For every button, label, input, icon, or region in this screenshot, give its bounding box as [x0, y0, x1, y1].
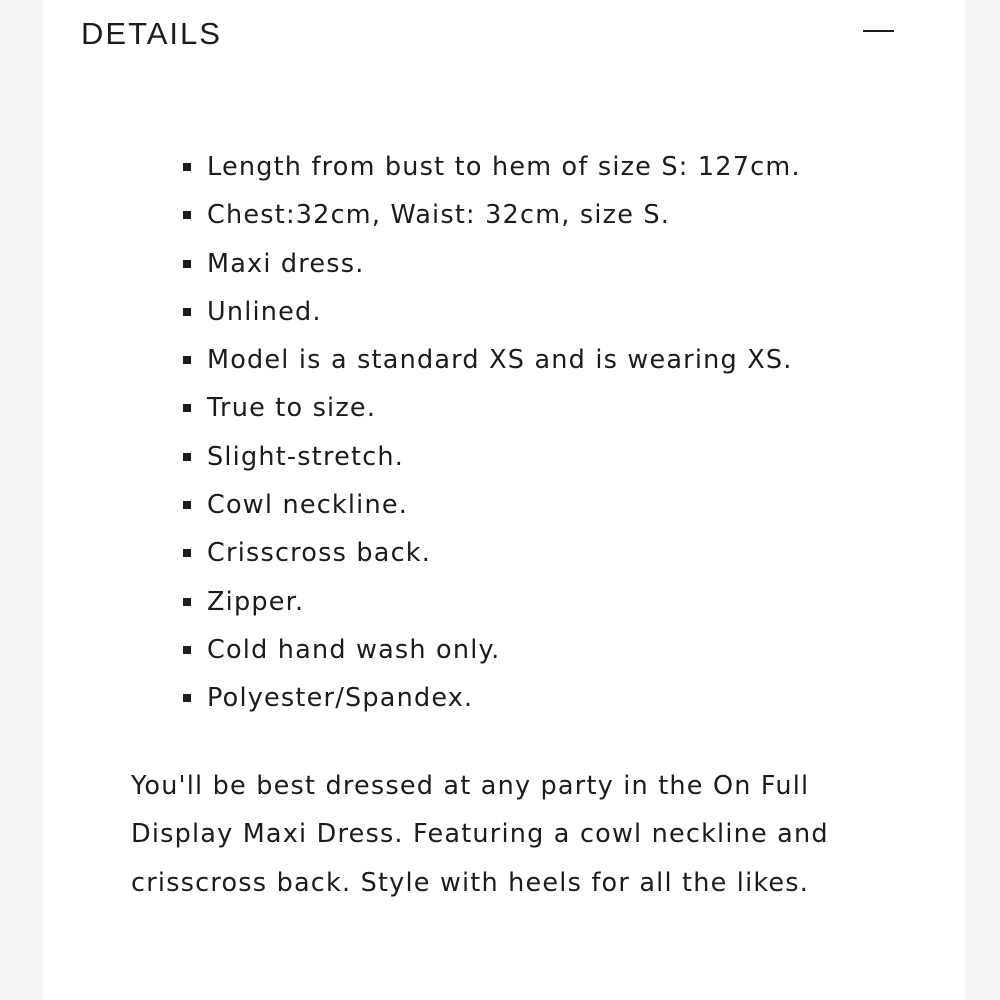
bullet-icon [183, 501, 191, 509]
list-item-text: Slight-stretch. [207, 441, 405, 472]
bullet-icon [183, 646, 191, 654]
bullet-icon [183, 356, 191, 364]
minus-icon[interactable] [862, 19, 896, 43]
bullet-icon [183, 211, 191, 219]
product-description: You'll be best dressed at any party in the On Full Display Maxi Dress. Featuring a cowl neckline and crisscross back. Style with heels for all the likes. [131, 771, 829, 898]
bullet-icon [183, 163, 191, 171]
bullet-icon [183, 404, 191, 412]
bullet-icon [183, 260, 191, 268]
details-accordion-header[interactable] [81, 12, 911, 56]
bullet-icon [183, 694, 191, 702]
list-item-text: Length from bust to hem of size S: 127cm. [207, 152, 801, 182]
bullet-icon [183, 598, 191, 606]
list-item-text: Crisscross back. [207, 538, 432, 569]
bullet-icon [183, 549, 191, 557]
bullet-icon [183, 453, 191, 461]
details-title: DETAILS [81, 16, 222, 51]
list-item-text: Zipper. [207, 586, 305, 617]
list-item-text: Unlined. [207, 296, 322, 327]
list-item-text: Model is a standard XS and is wearing XS. [207, 345, 793, 376]
list-item-text: True to size. [207, 393, 377, 424]
bullet-icon [183, 308, 191, 316]
minus-icon-bar [863, 30, 894, 32]
list-item-text: Chest:32cm, Waist: 32cm, size S. [207, 200, 671, 231]
list-item-text: Maxi dress. [207, 248, 365, 279]
list-item-text: Polyester/Spandex. [207, 683, 474, 714]
list-item-text: Cold hand wash only. [207, 634, 501, 665]
list-item-text: Cowl neckline. [207, 490, 409, 521]
